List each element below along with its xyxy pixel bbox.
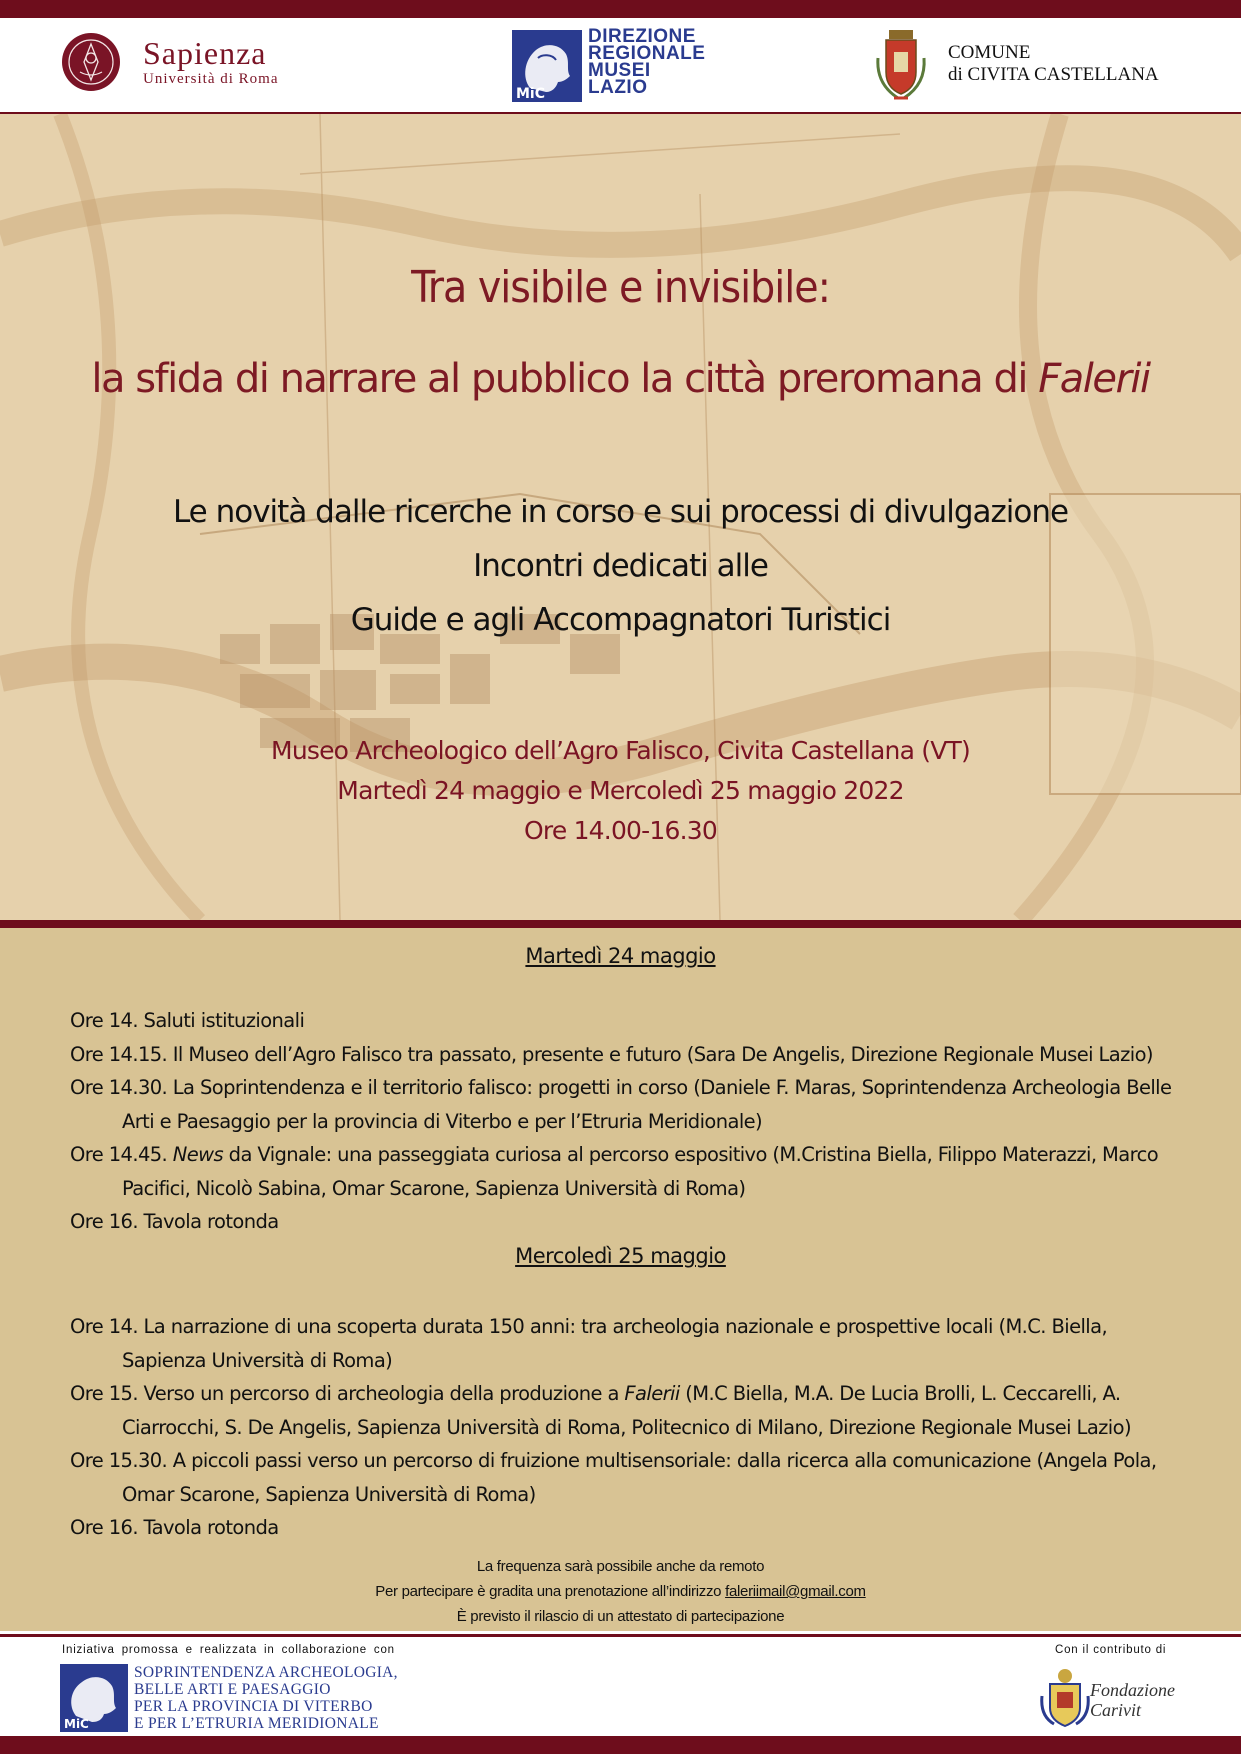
day-2-list [70,1310,1190,1545]
soprintendenza-wordmark [134,1664,398,1732]
bottom-border-bar [0,1736,1241,1754]
event-title-line-2 [0,356,1241,402]
section-divider-bar [0,920,1241,928]
sapienza-wordmark [143,36,278,88]
day-2-heading: Mercoledì 25 maggio [515,1244,726,1268]
event-title-line-2-main: la sfida di narrare al pubblico la città preromana di [91,356,1039,402]
sapienza-name: Sapienza [143,35,267,71]
comune-line-2: di CIVITA CASTELLANA [948,64,1159,85]
item-italic: Falerii [624,1382,680,1405]
day-1-heading: Martedì 24 maggio [525,944,716,968]
carivit-line-1: Fondazione [1090,1680,1175,1700]
top-border-bar [0,0,1241,18]
item-italic: News [172,1143,224,1166]
list-item: Ore 14.30. La Soprintendenza e il territorio falisco: progetti in corso (Daniele F. Maras, Soprintendenza Archeologia Belle Arti e Paesaggio per la provincia di Viterbo e per l’Etruria Meridionale) [70,1076,1172,1133]
event-title-line-1: Tra visibile e invisibile: [411,262,830,313]
list-item: Ore 14.15. Il Museo dell’Agro Falisco tra passato, presente e futuro (Sara De Angelis, Direzione Regionale Musei Lazio) [70,1042,1153,1066]
sabap-line-4: E PER L’ETRURIA MERIDIONALE [134,1715,379,1732]
booking-note-text: Per partecipare è gradita una prenotazione all’indirizzo [375,1583,726,1600]
sabap-line-3: PER LA PROVINCIA DI VITERBO [134,1698,373,1715]
soprintendenza-logo-icon [60,1664,128,1732]
drm-line-1: DIREZIONE [588,26,696,47]
svg-text:MiC: MiC [64,1717,89,1731]
certificate-note: È previsto il rilascio di un attestato di partecipazione [456,1608,785,1625]
collaboration-label: Iniziativa promossa e realizzata in collaborazione con [62,1644,395,1656]
sapienza-subname: Università di Roma [143,71,279,87]
day-1-list [70,1004,1190,1239]
sabap-line-1: SOPRINTENDENZA ARCHEOLOGIA, [134,1664,398,1681]
subtitle-line-2: Incontri dedicati alle [473,548,768,584]
contribution-label: Con il contributo di [1055,1644,1167,1656]
list-item: Ore 16. Tavola rotonda [70,1516,279,1539]
footer-divider [0,1634,1241,1637]
list-item: Ore 15.30. A piccoli passi verso un percorso di fruizione multisensoriale: dalla ricerca alla comunicazione (Angela Pola, Omar Scarone, Sapienza Università di Roma) [70,1449,1157,1506]
sapienza-seal-icon [60,28,122,100]
comune-wordmark [948,42,1159,86]
event-dates: Martedì 24 maggio e Mercoledì 25 maggio 2022 [337,776,904,805]
event-venue: Museo Archeologico dell’Agro Falisco, Civita Castellana (VT) [271,736,970,765]
footer-logos [0,1638,1241,1736]
subtitle-line-1: Le novità dalle ricerche in corso e sui processi di divulgazione [172,494,1069,530]
carivit-line-2: Carivit [1090,1700,1142,1720]
item-text: da Vignale: una passeggiata curiosa al percorso espositivo (M.Cristina Biella, Filippo Materazzi, Marco Pacifici, Nicolò Sabina, Omar Scarone, Sapienza Università di Roma) [122,1143,1159,1200]
drm-wordmark [588,28,705,96]
list-item: Ore 14. La narrazione di una scoperta durata 150 anni: tra archeologia nazionale e prospettive locali (M.C. Biella, Sapienza Università di Roma) [70,1315,1108,1372]
drm-line-4: LAZIO [588,77,648,98]
hero-section [0,114,1241,920]
list-item: Ore 16. Tavola rotonda [70,1210,279,1233]
remote-note: La frequenza sarà possibile anche da remoto [476,1558,765,1575]
list-item [70,1138,1190,1205]
item-text: (M.C Biella, M.A. De Lucia Brolli, L. Ceccarelli, A. Ciarrocchi, S. De Angelis, Sapienza Università di Roma, Politecnico di Milano, Direzione Regionale Musei Lazio) [122,1382,1131,1439]
participation-notes [0,1554,1241,1629]
carivit-wordmark [1090,1680,1175,1720]
header-logos [0,18,1241,112]
civita-castellana-crest-icon [872,28,930,104]
mic-head-logo-icon [512,30,582,102]
email-link[interactable]: faleriimail@gmail.com [725,1583,866,1600]
subtitle-line-3: Guide e agli Accompagnatori Turistici [350,602,891,638]
comune-line-1: COMUNE [948,42,1031,63]
sabap-line-2: BELLE ARTI E PAESAGGIO [134,1681,331,1698]
item-prefix: Ore 15. Verso un percorso di archeologia della produzione a [70,1382,625,1405]
event-time: Ore 14.00-16.30 [524,816,717,845]
event-title-line-2-italic: Falerii [1038,356,1150,402]
list-item [70,1377,1190,1444]
svg-text:MiC: MiC [516,86,546,102]
booking-note [0,1579,1241,1604]
item-prefix: Ore 14.45. [70,1143,173,1166]
drm-line-3: MUSEI [588,60,651,81]
fondazione-carivit-crest-icon [1040,1666,1090,1730]
drm-line-2: REGIONALE [588,43,706,64]
list-item: Ore 14. Saluti istituzionali [70,1009,305,1032]
